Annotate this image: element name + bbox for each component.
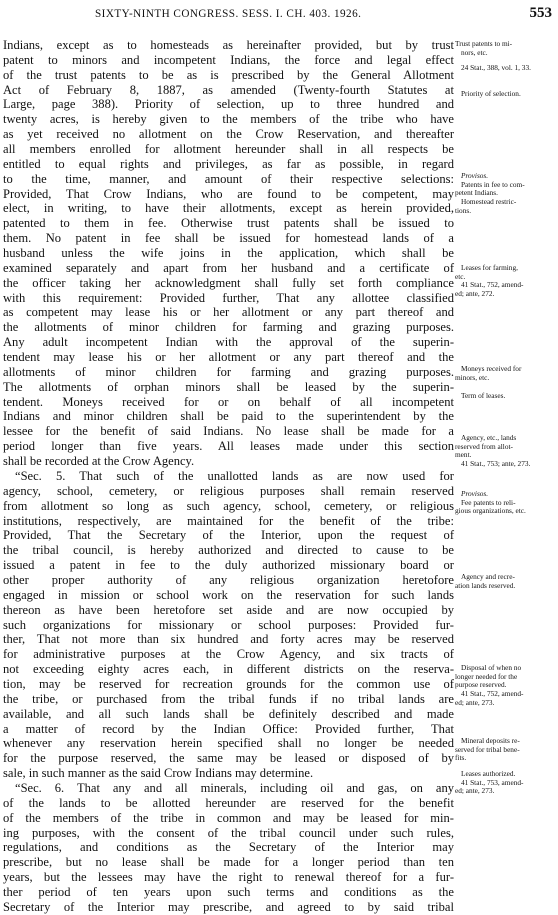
text-line: Provided, That the Secretary of the Interior, upon the request of [3, 528, 454, 543]
text-line: Indians, except as to homesteads as hereinafter provided, but by trust [3, 38, 454, 52]
sidenote-fee-patents-religious: Provisos. Fee patents to reli- gious organizations, etc. [455, 489, 526, 516]
text-line: Any adult incompetent Indian with the approval of the superin- [3, 335, 454, 350]
text-line: whenever any reservation herein specified shall no longer be needed [3, 736, 454, 751]
text-line: the allotments of minor children for farming and grazing purposes. [3, 320, 454, 335]
sidenote-agency-lands-reserved: Agency, etc., lands reserved from allot- ment. 41 Stat., 753; ante, 273. [455, 433, 531, 469]
text-line: Indians and minor children shall be paid to the superintendent by the [3, 409, 454, 424]
text-line: Provided, That Crow Indians, who are found to be competent, may [3, 186, 454, 201]
text-line: for administrative purposes at the Crow Agency, and six tracts of [3, 647, 454, 662]
text-line: lessee for the benefit of said Indians. No lease shall be made for a [3, 424, 454, 439]
text-line: all members enrolled for allotment hereunder shall in all respects be [3, 142, 454, 157]
page-number: 553 [529, 5, 552, 21]
sidenote-recreation-lands: Agency and recre- ation lands reserved. [455, 572, 516, 590]
text-line: twenty acres, is hereby given to the members of the tribe who have [3, 112, 454, 127]
text-line: agency, school, cemetery, or religious purposes shall remain reserved [3, 483, 454, 498]
running-head: SIXTY-NINTH CONGRESS. SESS. I. CH. 403. 1926. [95, 8, 362, 20]
text-line: institutions, respectively, are maintained for the benefit of the tribe: [3, 513, 454, 528]
text-line: entitled to equal rights and privileges, as far as possible, in regard [3, 156, 454, 171]
sidenote-patents-in-fee: Provisos. Patents in fee to com- petent Indians. Homestead restric- tions. [455, 171, 525, 215]
sidenote-trust-patents: Trust patents to mi- nors, etc. [455, 39, 513, 57]
text-line: tion, may be reserved for recreation grounds for the common use of [3, 676, 454, 691]
text-line: allotments of minor children for farming and grazing purposes. [3, 364, 454, 379]
text-line: with this requirement: Provided further, That any allottee classified [3, 290, 454, 305]
text-line: tendent may lease his or her allotment or any part thereof and the [3, 350, 454, 365]
text-line: tendent. Moneys received for or on behalf of all incompetent [3, 394, 454, 409]
text-line: for the purpose reserved, the same may be leased or disposed of by [3, 751, 454, 766]
text-line: shall be recorded at the Crow Agency. [3, 454, 195, 469]
text-line: other proper authority of any religious organization heretofore [3, 572, 454, 587]
text-line: patented to them in fee. Otherwise trust patents shall be issued to [3, 216, 454, 231]
text-line: elect, in writing, to have their allotments, except as herein provided, [3, 201, 454, 216]
text-line: a matter of record by the Indian Office: Provided further, That [3, 721, 454, 736]
page-header [0, 4, 558, 26]
text-line: available, and all such lands shall be definitely described and made [3, 706, 454, 721]
text-line: of the members of the tribe in common and may be leased for min- [3, 810, 454, 825]
sidenote-citation-24-stat: 24 Stat., 388, vol. 1, 33. [461, 63, 531, 72]
text-line: such organizations for missionary or school purposes: Provided fur- [3, 617, 454, 632]
text-line: “Sec. 5. That such of the unallotted lands as are now used for [15, 468, 454, 483]
text-line: Act of February 8, 1887, as amended (Twenty-fourth Statutes at [3, 82, 454, 97]
text-line: of the lands to be allotted hereunder are reserved for the benefit [3, 795, 454, 810]
sidenote-leases-authorized: Leases authorized. 41 Stat., 753, amend- ed; ante, 273. [455, 769, 524, 796]
sidenote-priority-of-selection: Priority of selection. [461, 89, 521, 98]
sidenote-mineral-deposits: Mineral deposits re- served for tribal bene- fits. [455, 736, 520, 763]
text-line: husband unless the wife joins in the application, which shall be [3, 246, 454, 261]
text-line: regulations, and conditions as the Secretary of the Interior may [3, 840, 454, 855]
text-line: the tribe, or purchased from the tribal funds if no tribal lands are [3, 691, 454, 706]
sidenote-moneys-received: Moneys received for minors, etc. [455, 364, 522, 382]
text-line: ther period of ten years upon such terms and conditions as the [3, 884, 454, 899]
text-line: thereon as have been heretofore set aside and are now occupied by [3, 602, 454, 617]
text-line: prescribe, but no lease shall be made for a longer period than ten [3, 855, 454, 870]
text-line: The allotments of orphan minors shall be leased by the superin- [3, 379, 454, 394]
text-line: Secretary of the Interior may prescribe, and agreed to by said tribal [3, 899, 454, 914]
text-line: to the time, manner, and amount of their respective selections: [3, 171, 454, 186]
text-line: engaged in mission or school work on the reservation for such lands [3, 587, 454, 602]
text-line: as competent may lease his or her allotment or any part thereof and [3, 305, 454, 320]
text-line: period longer than five years. All leases made under this section [3, 439, 454, 454]
text-line: the officer taking her acknowledgment shall fully set forth compliance [3, 275, 454, 290]
text-line: of the trust patents to be as is prescribed by the General Allotment [3, 67, 454, 82]
text-line: sale, in such manner as the said Crow Indians may determine. [3, 766, 314, 781]
text-line: as yet received no allotment on the Crow Reservation, and thereafter [3, 127, 454, 142]
text-line: from allotment so long as such agency, school, cemetery, or religious [3, 498, 454, 513]
text-line: years, but the lessees may have the right to renewal thereof for a fur- [3, 870, 454, 885]
text-line: not exceeding eighty acres each, in different districts on the reserva- [3, 662, 454, 677]
text-line: Large, page 388). Priority of selection, up to three hundred and [3, 97, 454, 112]
statute-body-text [3, 38, 454, 915]
sidenote-leases-for-farming: Leases for farming, etc. 41 Stat., 752, amend- ed; ante, 272. [455, 263, 524, 299]
text-line: ing purposes, with the consent of the tribal council under such rules, [3, 825, 454, 840]
sidenote-term-of-leases: Term of leases. [461, 391, 506, 400]
text-line: the tribal council, is hereby authorized and directed to cause to be [3, 543, 454, 558]
text-line: patent to minors and incompetent Indians, the force and legal effect [3, 52, 454, 67]
sidenote-disposal: Disposal of when no longer needed for the purpose reserved. 41 Stat., 752, amend- ed; ante, 273. [455, 663, 524, 707]
text-line: issued a patent in fee to the duly authorized missionary board or [3, 558, 454, 573]
text-line: “Sec. 6. That any and all minerals, including oil and gas, on any [15, 780, 454, 795]
text-line: examined separately and apart from her husband and a certificate of [3, 260, 454, 275]
text-line: ther, That not more than six hundred and forty acres may be reserved [3, 632, 454, 647]
text-line: them. No patent in fee shall be issued for homestead lands of a [3, 231, 454, 246]
